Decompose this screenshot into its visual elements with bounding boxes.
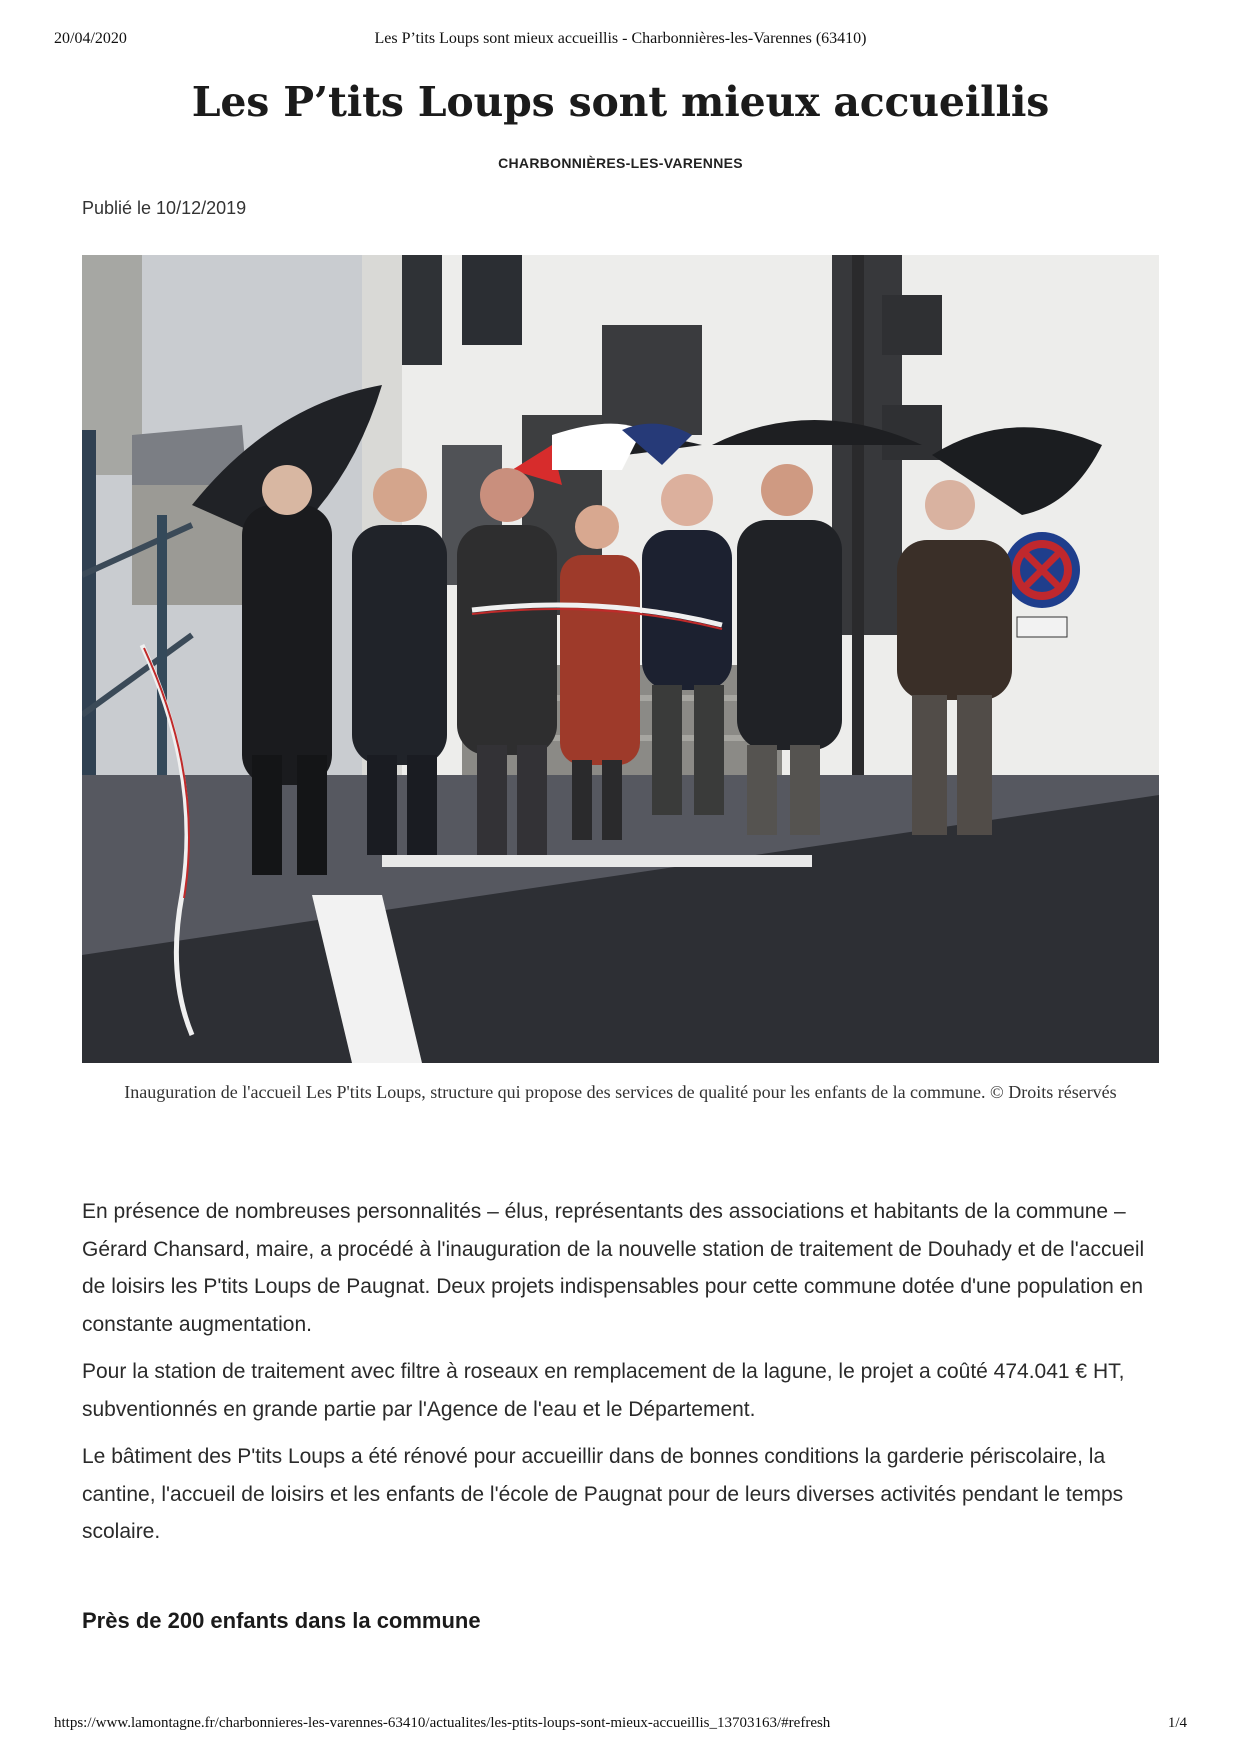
article-title: Les P’tits Loups sont mieux accueillis xyxy=(191,78,1050,126)
article-paragraph: Pour la station de traitement avec filtre à roseaux en remplacement de la lagune, le projet a coûté 474.041 € HT, subventionnés en grande partie par l'Agence de l'eau et le Département. xyxy=(82,1360,1125,1421)
print-date: 20/04/2020 xyxy=(54,30,127,47)
article-body xyxy=(82,1193,1162,1561)
publication-date: Publié le 10/12/2019 xyxy=(82,198,247,218)
article-photo xyxy=(82,255,1159,1063)
article-subheading: Près de 200 enfants dans la commune xyxy=(82,1608,481,1633)
print-document-title: Les P’tits Loups sont mieux accueillis - Charbonnières-les-Varennes (63410) xyxy=(374,30,867,47)
page-number: 1/4 xyxy=(1167,1715,1187,1731)
print-url: https://www.lamontagne.fr/charbonnieres-les-varennes-63410/actualites/les-ptits-loups-sont-mieux-accueillis_13703163/#refresh xyxy=(54,1715,831,1731)
print-footer xyxy=(0,1715,1241,1737)
article-paragraph: Le bâtiment des P'tits Loups a été rénové pour accueillir dans de bonnes conditions la garderie périscolaire, la cantine, l'accueil de loisirs et les enfants de l'école de Paugnat pour de leurs diverses activités pendant le temps scolaire. xyxy=(82,1445,1124,1543)
article-paragraph: En présence de nombreuses personnalités – élus, représentants des associations et habitants de la commune – Gérard Chansard, maire, a procédé à l'inauguration de la nouvelle station de traitement de Douhady et de l'accueil de loisirs les P'tits Loups de Paugnat. Deux projets indispensables pour cette commune dotée d'une population en constante augmentation. xyxy=(82,1200,1145,1336)
photo-caption: Inauguration de l'accueil Les P'tits Loups, structure qui propose des services de qualité pour les enfants de la commune. © Droits réservés xyxy=(124,1082,1117,1102)
print-header xyxy=(0,30,1241,54)
article-location: CHARBONNIÈRES-LES-VARENNES xyxy=(498,155,743,171)
